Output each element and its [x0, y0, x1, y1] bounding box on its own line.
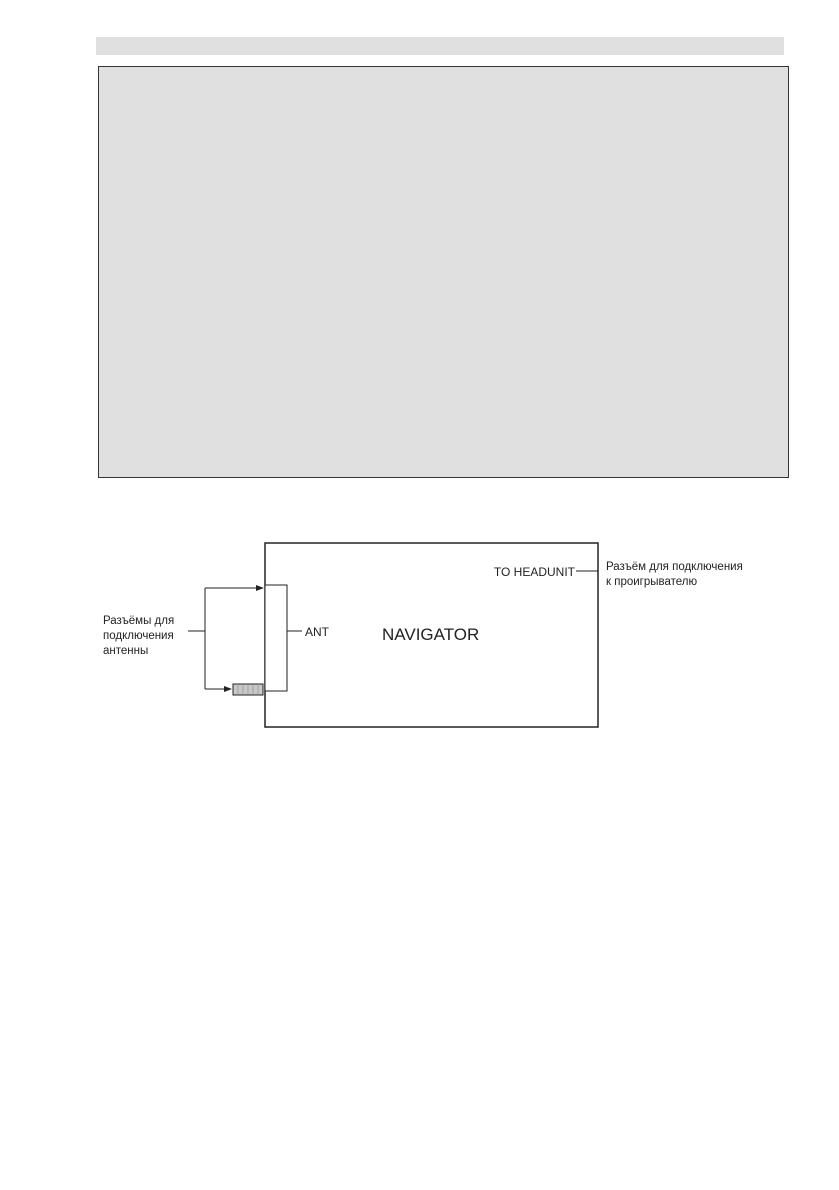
- antenna-caption-line2: подключения: [103, 630, 174, 642]
- ant-connector-panel: [265, 585, 287, 691]
- ant-label: ANT: [305, 625, 329, 639]
- headunit-port-label: TO HEADUNIT: [493, 565, 575, 579]
- antenna-caption-line3: антенны: [103, 645, 149, 657]
- navigator-label: NAVIGATOR: [382, 625, 480, 644]
- headunit-caption-line2: к проигрывателю: [606, 576, 698, 588]
- headunit-caption-line1: Разъём для подключения: [606, 561, 743, 573]
- antenna-caption-line1: Разъёмы для: [103, 615, 175, 627]
